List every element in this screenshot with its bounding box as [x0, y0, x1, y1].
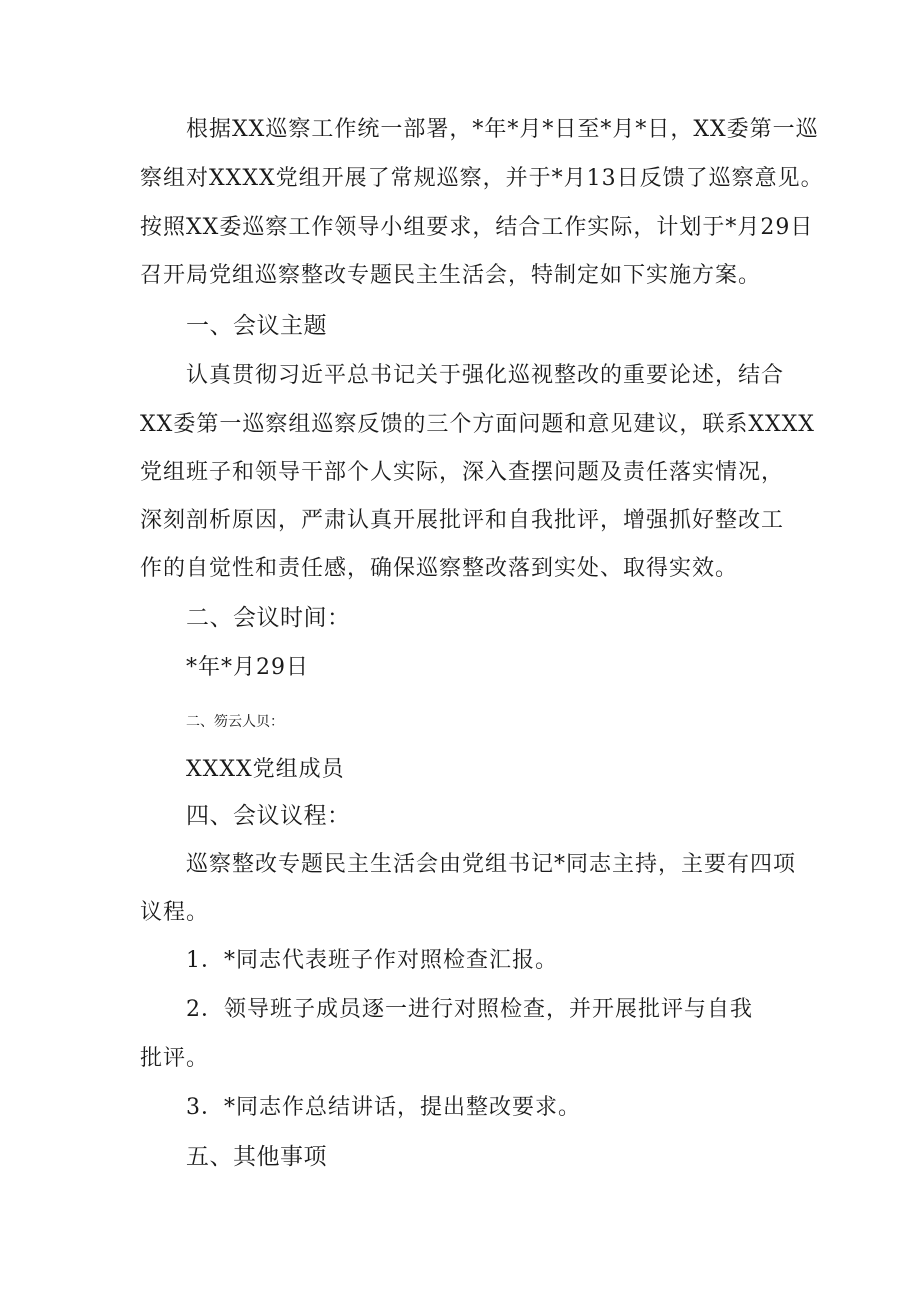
section3-body: XXXX党组成员	[186, 757, 345, 782]
intro-line-1: 根据XX巡察工作统一部署，*年*月*日至*月*日，XX委第一巡	[186, 117, 819, 142]
agenda-item-3: 3．*同志作总结讲话，提出整改要求。	[186, 1095, 581, 1120]
section5-heading: 五、其他事项	[186, 1144, 327, 1170]
section4-heading: 四、会议议程：	[186, 803, 351, 829]
intro-line-3: 按照XX委巡察工作领导小组要求，结合工作实际，计划于*月29日	[140, 215, 814, 240]
section1-line-3: 党组班子和领导干部个人实际，深入查摆问题及责任落实情况，	[140, 460, 785, 485]
agenda-item-2: 2．领导班子成员逐一进行对照检查，并开展批评与自我	[186, 997, 753, 1022]
section1-heading: 一、会议主题	[186, 313, 327, 339]
section2-heading: 二、会议时间：	[186, 605, 351, 631]
section1-line-5: 作的自觉性和责任感，确保巡察整改落到实处、取得实效。	[140, 556, 739, 581]
section1-line-4: 深刻剖析原因，严肃认真开展批评和自我批评，增强抓好整改工	[140, 508, 785, 533]
section4-line-1: 巡察整改专题民主生活会由党组书记*同志主持，主要有四项	[186, 852, 797, 877]
section4-line-2: 议程。	[140, 900, 210, 925]
section3-heading: 二、笏云人贝：	[186, 714, 284, 730]
section1-line-1: 认真贯彻习近平总书记关于强化巡视整改的重要论述，结合	[186, 363, 785, 388]
section2-body: *年*月29日	[186, 655, 309, 680]
agenda-item-2-cont: 批评。	[140, 1046, 210, 1071]
intro-line-2: 察组对XXXX党组开展了常规巡察，并于*月13日反馈了巡察意见。	[140, 166, 824, 191]
section1-line-2: XX委第一巡察组巡察反馈的三个方面问题和意见建议，联系XXXX	[140, 412, 815, 437]
agenda-item-1: 1．*同志代表班子作对照检查汇报。	[186, 948, 558, 973]
intro-line-4: 召开局党组巡察整改专题民主生活会，特制定如下实施方案。	[140, 263, 762, 288]
